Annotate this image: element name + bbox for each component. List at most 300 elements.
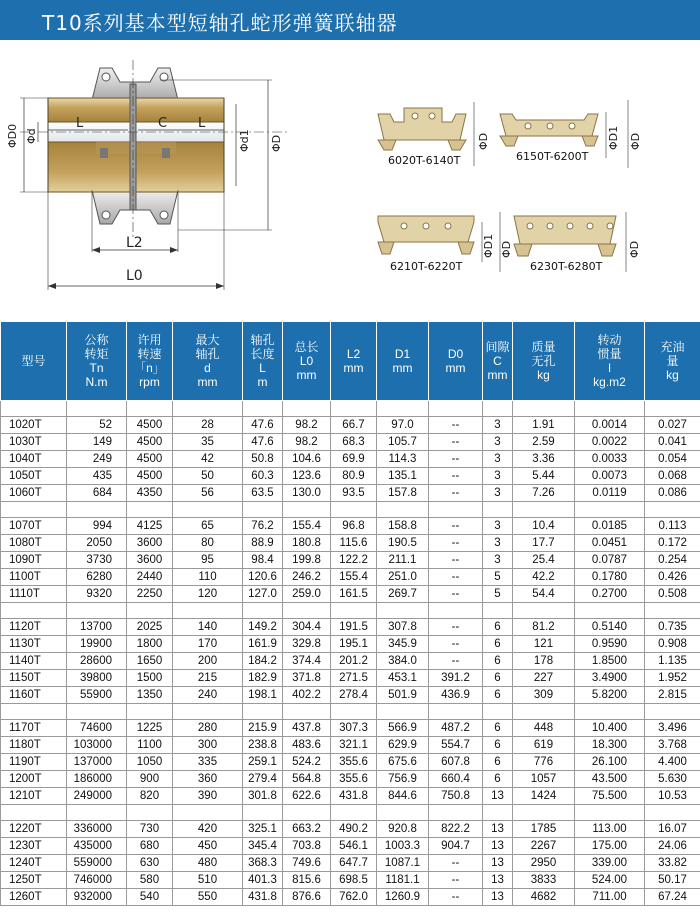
table-cell: 28600 [67, 653, 127, 670]
spacer-cell [243, 704, 283, 720]
table-cell: -- [429, 417, 483, 434]
table-cell: -- [429, 569, 483, 586]
table-row [1, 518, 700, 535]
table-cell: 13 [483, 889, 513, 906]
table-cell: 1.135 [645, 653, 700, 670]
table-cell: 26.100 [575, 754, 645, 771]
dim-label-d1: Φd1 [238, 129, 251, 152]
column-header-line: 「n」 [134, 361, 165, 375]
table-cell: 103000 [67, 737, 127, 754]
model-cell: 1220T [1, 821, 67, 838]
spacer-cell [575, 401, 645, 417]
column-header [645, 322, 700, 401]
table-cell: 65 [173, 518, 243, 535]
table-cell: 7.26 [513, 485, 575, 502]
spacer-cell [173, 704, 243, 720]
table-cell: 680 [127, 838, 173, 855]
spacer-cell [331, 704, 377, 720]
table-cell: 13700 [67, 619, 127, 636]
model-cell: 1120T [1, 619, 67, 636]
model-cell: 1060T [1, 485, 67, 502]
table-cell: 9320 [67, 586, 127, 603]
table-cell: 161.9 [243, 636, 283, 653]
table-cell: 123.6 [283, 468, 331, 485]
table-cell: 3833 [513, 872, 575, 889]
column-header-line: 总长 [294, 340, 319, 354]
table-cell: 33.82 [645, 855, 700, 872]
spacer-cell [483, 401, 513, 417]
table-cell: 39800 [67, 670, 127, 687]
column-header-line: 长度 [250, 347, 275, 361]
column-header-line: D0 [447, 347, 464, 361]
model-cell: 1230T [1, 838, 67, 855]
table-cell: 4500 [127, 417, 173, 434]
cover-3-D-label: ΦD [500, 240, 513, 258]
spacer-cell [127, 805, 173, 821]
table-cell: 629.9 [377, 737, 429, 754]
table-cell: 249000 [67, 788, 127, 805]
model-cell: 1150T [1, 670, 67, 687]
table-cell: 580 [127, 872, 173, 889]
table-cell: 566.9 [377, 720, 429, 737]
spacer-cell [377, 401, 429, 417]
table-cell: 175.00 [575, 838, 645, 855]
table-cell: 345.9 [377, 636, 429, 653]
table-cell: 0.0787 [575, 552, 645, 569]
table-cell: 161.5 [331, 586, 377, 603]
table-cell: 307.8 [377, 619, 429, 636]
spacer-cell [575, 502, 645, 518]
spacer-cell [67, 401, 127, 417]
table-cell: 2440 [127, 569, 173, 586]
table-cell: -- [429, 552, 483, 569]
table-cell: 5 [483, 569, 513, 586]
table-cell: 0.426 [645, 569, 700, 586]
table-cell: 0.508 [645, 586, 700, 603]
table-cell: 1225 [127, 720, 173, 737]
spacer-cell [243, 805, 283, 821]
column-header-line: 转矩 [84, 347, 109, 361]
cover-2-D1-label: ΦD1 [607, 125, 620, 150]
table-cell: 1260.9 [377, 889, 429, 906]
model-cell: 1090T [1, 552, 67, 569]
table-cell: 0.2700 [575, 586, 645, 603]
column-header-line: mm [392, 361, 413, 375]
spacer-cell [1, 805, 67, 821]
table-row [1, 535, 700, 552]
table-cell: 431.8 [243, 889, 283, 906]
table-cell: 360 [173, 771, 243, 788]
column-header-line: 公称 [84, 333, 109, 347]
cover-drawing-3 [378, 212, 513, 273]
table-cell: -- [429, 855, 483, 872]
technical-drawings [0, 40, 700, 322]
table-cell: 5.8200 [575, 687, 645, 704]
spacer-cell [173, 401, 243, 417]
table-cell: 1087.1 [377, 855, 429, 872]
table-cell: 13 [483, 788, 513, 805]
table-cell: 66.7 [331, 417, 377, 434]
column-header-line: 充油 [660, 340, 685, 354]
model-cell: 1250T [1, 872, 67, 889]
table-cell: 304.4 [283, 619, 331, 636]
table-cell: 182.9 [243, 670, 283, 687]
table-cell: 3.36 [513, 451, 575, 468]
spacer-cell [429, 805, 483, 821]
table-cell: 278.4 [331, 687, 377, 704]
table-cell: 420 [173, 821, 243, 838]
table-cell: 540 [127, 889, 173, 906]
table-cell: 2.815 [645, 687, 700, 704]
column-header [513, 322, 575, 401]
table-cell: 345.4 [243, 838, 283, 855]
spacer-cell [377, 603, 429, 619]
column-header-line: 轴孔 [195, 347, 220, 361]
column-header-line: D1 [394, 347, 411, 361]
table-cell: 3.768 [645, 737, 700, 754]
table-cell: 60.3 [243, 468, 283, 485]
column-header [243, 322, 283, 401]
column-header-line: C [493, 354, 502, 368]
table-row [1, 434, 700, 451]
table-cell: 6 [483, 636, 513, 653]
table-cell: 215.9 [243, 720, 283, 737]
table-cell: 391.2 [429, 670, 483, 687]
table-cell: 480 [173, 855, 243, 872]
table-cell: 110 [173, 569, 243, 586]
table-cell: 190.5 [377, 535, 429, 552]
table-cell: 279.4 [243, 771, 283, 788]
table-cell: 3730 [67, 552, 127, 569]
model-cell: 1180T [1, 737, 67, 754]
dim-label-d: Φd [25, 128, 38, 144]
column-header-line: kg.m2 [593, 375, 626, 389]
table-cell: 335 [173, 754, 243, 771]
table-cell: 104.6 [283, 451, 331, 468]
table-cell: 240 [173, 687, 243, 704]
table-cell: 67.24 [645, 889, 700, 906]
column-header-line: kg [537, 368, 550, 382]
table-cell: 113.00 [575, 821, 645, 838]
column-header [67, 322, 127, 401]
spacer-cell [173, 502, 243, 518]
table-cell: 28 [173, 417, 243, 434]
table-cell: 336000 [67, 821, 127, 838]
table-cell: 157.8 [377, 485, 429, 502]
spacer-cell [429, 603, 483, 619]
table-cell: 329.8 [283, 636, 331, 653]
table-cell: 524.00 [575, 872, 645, 889]
table-cell: 6 [483, 737, 513, 754]
table-cell: 756.9 [377, 771, 429, 788]
table-cell: 300 [173, 737, 243, 754]
model-cell: 1160T [1, 687, 67, 704]
spacer-cell [331, 502, 377, 518]
cover-4-D-label: ΦD [628, 240, 641, 258]
table-cell: 24.06 [645, 838, 700, 855]
table-cell: 501.9 [377, 687, 429, 704]
table-cell: 249 [67, 451, 127, 468]
spacer-cell [429, 704, 483, 720]
table-cell: 904.7 [429, 838, 483, 855]
table-cell: -- [429, 636, 483, 653]
column-header-line: 无孔 [531, 354, 556, 368]
spacer-cell [331, 805, 377, 821]
table-cell: 3600 [127, 535, 173, 552]
table-cell: 4500 [127, 468, 173, 485]
cover-2-label: 6150T-6200T [516, 150, 589, 163]
spacer-cell [67, 502, 127, 518]
spacer-cell [243, 502, 283, 518]
table-cell: 42 [173, 451, 243, 468]
column-header [173, 322, 243, 401]
table-cell: 301.8 [243, 788, 283, 805]
model-cell: 1100T [1, 569, 67, 586]
column-header-line: mm [487, 368, 508, 382]
table-cell: 184.2 [243, 653, 283, 670]
column-header-line: 转动 [597, 333, 622, 347]
table-cell: 269.7 [377, 586, 429, 603]
column-header [283, 322, 331, 401]
spacer-cell [575, 603, 645, 619]
table-cell: 3 [483, 434, 513, 451]
column-header-line: mm [343, 361, 364, 375]
table-cell: 483.6 [283, 737, 331, 754]
column-header-line: 轴孔 [250, 333, 275, 347]
model-cell: 1200T [1, 771, 67, 788]
table-row [1, 720, 700, 737]
dim-label-D: ΦD [270, 134, 283, 152]
table-cell: 0.1780 [575, 569, 645, 586]
column-header [575, 322, 645, 401]
table-cell: 660.4 [429, 771, 483, 788]
table-cell: 1785 [513, 821, 575, 838]
spacer-cell [645, 401, 700, 417]
table-cell: 750.8 [429, 788, 483, 805]
table-cell: 1350 [127, 687, 173, 704]
table-cell: 198.1 [243, 687, 283, 704]
table-cell: 114.3 [377, 451, 429, 468]
table-cell: 201.2 [331, 653, 377, 670]
table-cell: 2250 [127, 586, 173, 603]
table-cell: 80 [173, 535, 243, 552]
table-cell: 76.2 [243, 518, 283, 535]
table-row [1, 417, 700, 434]
table-cell: 619 [513, 737, 575, 754]
column-header-line: 量 [666, 354, 679, 368]
table-cell: 6 [483, 771, 513, 788]
table-row [1, 468, 700, 485]
column-header-line: 型号 [21, 354, 46, 368]
table-cell: 0.068 [645, 468, 700, 485]
table-cell: 191.5 [331, 619, 377, 636]
column-header-line: L2 [346, 347, 361, 361]
table-cell: 384.0 [377, 653, 429, 670]
table-cell: 43.500 [575, 771, 645, 788]
spacer-cell [127, 401, 173, 417]
table-cell: -- [429, 434, 483, 451]
table-cell: 0.172 [645, 535, 700, 552]
table-cell: 227 [513, 670, 575, 687]
table-cell: 6 [483, 653, 513, 670]
table-cell: 431.8 [331, 788, 377, 805]
spacer-cell [513, 502, 575, 518]
dim-label-C: C [158, 116, 168, 131]
table-cell: 115.6 [331, 535, 377, 552]
table-row [1, 485, 700, 502]
table-cell: 6280 [67, 569, 127, 586]
dim-label-L-left: L [76, 116, 84, 131]
table-cell: 55900 [67, 687, 127, 704]
spacer-cell [283, 805, 331, 821]
table-cell: 63.5 [243, 485, 283, 502]
table-row [1, 586, 700, 603]
table-row [1, 451, 700, 468]
column-header-line: 许用 [137, 333, 162, 347]
table-header-row [1, 322, 700, 401]
table-cell: 900 [127, 771, 173, 788]
table-cell: 490.2 [331, 821, 377, 838]
column-header-line: Tn [89, 361, 104, 375]
table-cell: 3 [483, 485, 513, 502]
spacer-cell [513, 401, 575, 417]
table-cell: 186000 [67, 771, 127, 788]
table-cell: 2025 [127, 619, 173, 636]
table-row [1, 872, 700, 889]
table-cell: 1500 [127, 670, 173, 687]
column-header-line: I [607, 361, 612, 375]
table-cell: 19900 [67, 636, 127, 653]
cover-3-label: 6210T-6220T [390, 260, 463, 273]
table-cell: 18.300 [575, 737, 645, 754]
column-header [127, 322, 173, 401]
table-cell: 1.8500 [575, 653, 645, 670]
table-cell: 149 [67, 434, 127, 451]
table-cell: 355.6 [331, 771, 377, 788]
table-cell: 1.91 [513, 417, 575, 434]
table-cell: 3 [483, 552, 513, 569]
table-cell: 0.054 [645, 451, 700, 468]
table-cell: 97.0 [377, 417, 429, 434]
table-cell: 155.4 [331, 569, 377, 586]
spacer-cell [283, 603, 331, 619]
model-cell: 1170T [1, 720, 67, 737]
table-cell: 0.908 [645, 636, 700, 653]
table-cell: 56 [173, 485, 243, 502]
table-cell: 120.6 [243, 569, 283, 586]
model-cell: 1190T [1, 754, 67, 771]
table-cell: 16.07 [645, 821, 700, 838]
spacer-cell [243, 603, 283, 619]
table-cell: 4125 [127, 518, 173, 535]
table-cell: 42.2 [513, 569, 575, 586]
table-body [1, 401, 700, 906]
table-cell: 932000 [67, 889, 127, 906]
table-cell: 0.027 [645, 417, 700, 434]
column-header-line: rpm [139, 375, 160, 389]
table-cell: 122.2 [331, 552, 377, 569]
table-cell: 0.041 [645, 434, 700, 451]
spacer-cell [377, 502, 429, 518]
spacer-cell [645, 704, 700, 720]
spacer-cell [67, 704, 127, 720]
table-cell: 13 [483, 855, 513, 872]
table-cell: 0.0185 [575, 518, 645, 535]
table-cell: 1003.3 [377, 838, 429, 855]
table-cell: 675.6 [377, 754, 429, 771]
table-cell: 98.2 [283, 434, 331, 451]
cover-drawing-2 [500, 100, 642, 168]
table-cell: 4682 [513, 889, 575, 906]
table-row [1, 552, 700, 569]
table-cell: 3.4900 [575, 670, 645, 687]
table-cell: 448 [513, 720, 575, 737]
coupling-section-drawing [6, 60, 290, 290]
table-cell: 10.53 [645, 788, 700, 805]
column-header [429, 322, 483, 401]
table-cell: 6 [483, 670, 513, 687]
table-cell: 663.2 [283, 821, 331, 838]
table-cell: 1.952 [645, 670, 700, 687]
table-cell: 6 [483, 754, 513, 771]
table-cell: 271.5 [331, 670, 377, 687]
table-cell: -- [429, 485, 483, 502]
model-cell: 1210T [1, 788, 67, 805]
dim-label-L2: L2 [126, 235, 143, 251]
table-cell: 75.500 [575, 788, 645, 805]
table-row [1, 687, 700, 704]
table-cell: 0.086 [645, 485, 700, 502]
spacer-cell [483, 603, 513, 619]
table-cell: 0.0014 [575, 417, 645, 434]
table-cell: 6 [483, 720, 513, 737]
spacer-cell [645, 603, 700, 619]
column-header-line: L [259, 361, 266, 375]
spacer-cell [127, 704, 173, 720]
model-cell: 1130T [1, 636, 67, 653]
table-cell: 74600 [67, 720, 127, 737]
column-header-line: d [204, 361, 211, 375]
table-cell: 453.1 [377, 670, 429, 687]
cover-drawing-1 [378, 102, 490, 167]
cover-3-D1-label: ΦD1 [482, 233, 495, 258]
spacer-cell [513, 704, 575, 720]
table-cell: 35 [173, 434, 243, 451]
table-cell: 47.6 [243, 434, 283, 451]
spacer-cell [429, 401, 483, 417]
table-cell: 259.1 [243, 754, 283, 771]
table-cell: 3 [483, 417, 513, 434]
spacer-cell [243, 401, 283, 417]
table-cell: 211.1 [377, 552, 429, 569]
table-cell: 5 [483, 586, 513, 603]
table-cell: 54.4 [513, 586, 575, 603]
spacer-cell [331, 603, 377, 619]
table-cell: 52 [67, 417, 127, 434]
table-cell: 622.6 [283, 788, 331, 805]
column-header-line: mm [296, 368, 317, 382]
table-cell: 876.6 [283, 889, 331, 906]
group-spacer-row [1, 401, 700, 417]
spacer-cell [483, 502, 513, 518]
column-header-line: 最大 [195, 333, 220, 347]
table-cell: 3600 [127, 552, 173, 569]
table-row [1, 889, 700, 906]
table-cell: 17.7 [513, 535, 575, 552]
table-cell: 96.8 [331, 518, 377, 535]
table-cell: 6 [483, 619, 513, 636]
table-cell: 1181.1 [377, 872, 429, 889]
